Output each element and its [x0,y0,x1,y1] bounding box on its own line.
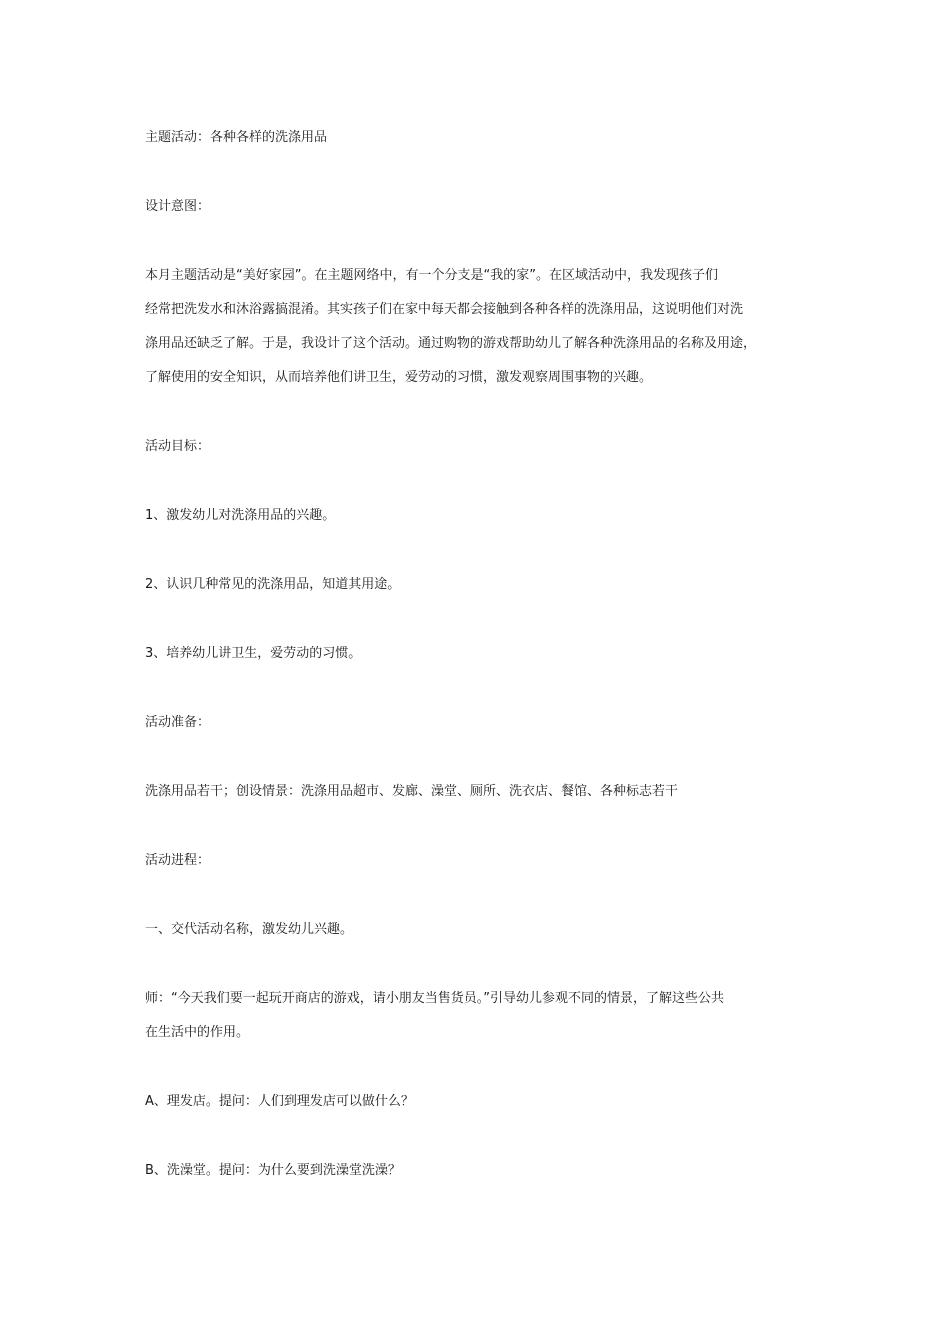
teacher-paragraph [145,987,810,1044]
design-paragraph [145,264,810,389]
item-a: A、理发店。提问：人们到理发店可以做什么？ [145,1094,414,1109]
goals-heading: 活动目标： [145,439,211,454]
teacher-line: 师：“今天我们要一起玩开商店的游戏，请小朋友当售货员。”引导幼儿参观不同的情景，了解这些公共 [145,991,724,1006]
design-line: 经常把洗发水和沐浴露搞混淆。其实孩子们在家中每天都会接触到各种各样的洗涤用品，这说明他们对洗 [145,302,744,317]
process-heading: 活动进程： [145,853,211,868]
prep-text: 洗涤用品若干；创设情景：洗涤用品超市、发廊、澡堂、厕所、洗衣店、餐馆、各种标志若干 [145,784,679,799]
prep-heading: 活动准备： [145,715,211,730]
design-heading: 设计意图： [145,199,211,214]
design-line: 本月主题活动是“美好家园”。在主题网络中，有一个分支是“我的家”。在区域活动中，我发现孩子们 [145,268,718,283]
design-line: 了解使用的安全知识，从而培养他们讲卫生，爱劳动的习惯，激发观察周围事物的兴趣。 [145,370,653,385]
document-title: 主题活动：各种各样的洗涤用品 [145,130,328,145]
document-body [145,126,810,1228]
goal-item: 1、激发幼儿对洗涤用品的兴趣。 [145,508,336,523]
process-step-1: 一、交代活动名称，激发幼儿兴趣。 [145,922,354,937]
item-b: B、洗澡堂。提问：为什么要到洗澡堂洗澡？ [145,1163,401,1178]
goal-item: 3、培养幼儿讲卫生，爱劳动的习惯。 [145,646,362,661]
teacher-line: 在生活中的作用。 [145,1025,250,1040]
design-line: 涤用品还缺乏了解。于是，我设计了这个活动。通过购物的游戏帮助幼儿了解各种洗涤用品的名称及用途， [145,336,757,351]
goal-item: 2、认识几种常见的洗涤用品，知道其用途。 [145,577,401,592]
